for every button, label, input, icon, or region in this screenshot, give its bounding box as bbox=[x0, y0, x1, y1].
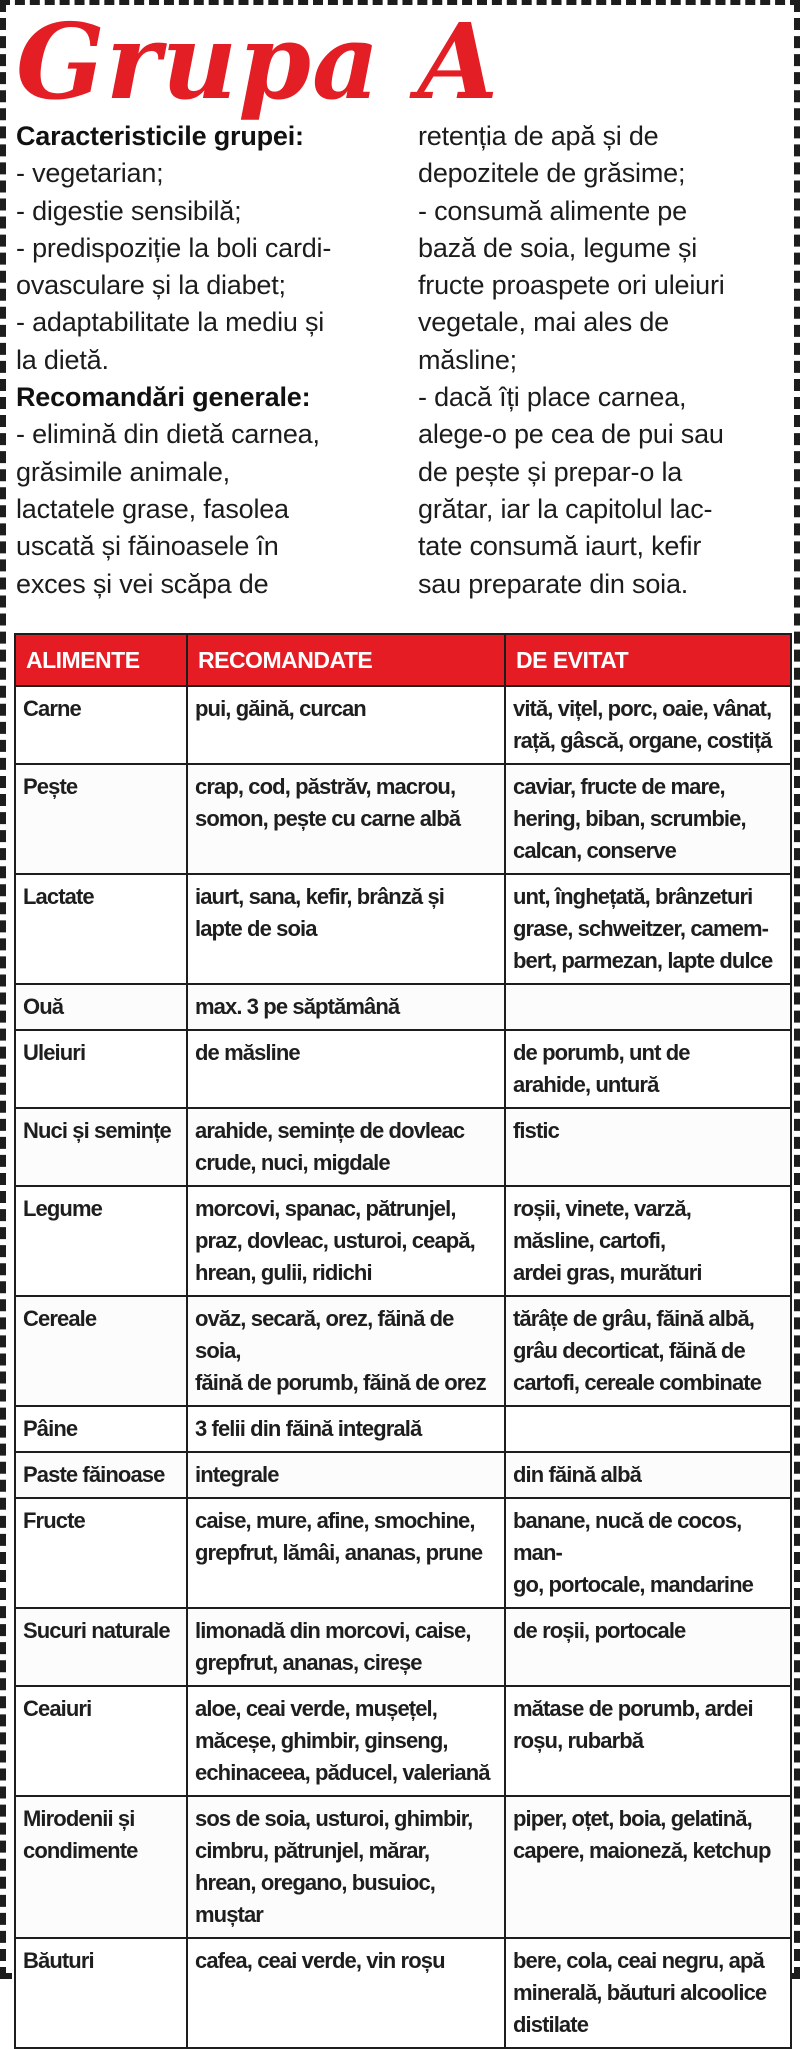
cell-recommended: de măsline bbox=[187, 1030, 505, 1108]
cell-food: Sucuri naturale bbox=[15, 1608, 187, 1686]
cell-recommended: caise, mure, afine, smochine, grepfrut, lămâi, ananas, prune bbox=[187, 1498, 505, 1608]
table-row bbox=[15, 1796, 791, 1938]
section-heading: Caracteristicile grupei: bbox=[16, 121, 304, 151]
table-row bbox=[15, 1452, 791, 1498]
intro-line: - vegetarian; bbox=[16, 158, 164, 189]
intro-line: - digestie sensibilă; bbox=[16, 195, 242, 226]
cell-food: Pește bbox=[15, 764, 187, 874]
intro-line: - elimină din dietă carnea, bbox=[16, 419, 320, 450]
diet-table-wrapper bbox=[14, 633, 790, 2049]
cell-avoid bbox=[505, 1406, 791, 1452]
intro-line: de pește și prepar-o la bbox=[418, 456, 683, 487]
header-recommended: RECOMANDATE bbox=[187, 634, 505, 686]
intro-line: retenția de apă și de bbox=[418, 121, 659, 151]
cell-avoid: fistic bbox=[505, 1108, 791, 1186]
cell-avoid: bere, cola, ceai negru, apă minerală, băuturi alcoolice distilate bbox=[505, 1938, 791, 2048]
cell-avoid: de porumb, unt de arahide, untură bbox=[505, 1030, 791, 1108]
cell-recommended: sos de soia, usturoi, ghimbir, cimbru, pătrunjel, mărar, hrean, oregano, busuioc, muștar bbox=[187, 1796, 505, 1938]
table-row bbox=[15, 1686, 791, 1796]
cell-food: Fructe bbox=[15, 1498, 187, 1608]
intro-line: uscată și făinoasele în bbox=[16, 531, 279, 562]
intro-line: fructe proaspete ori uleiuri bbox=[418, 270, 725, 301]
table-row bbox=[15, 1608, 791, 1686]
cell-recommended: 3 felii din făină integrală bbox=[187, 1406, 505, 1452]
cell-avoid: din făină albă bbox=[505, 1452, 791, 1498]
table-row bbox=[15, 1186, 791, 1296]
cell-recommended: max. 3 pe săptămână bbox=[187, 984, 505, 1030]
intro-column-left bbox=[16, 118, 396, 628]
cell-avoid: piper, oțet, boia, gelatină, capere, maioneză, ketchup bbox=[505, 1796, 791, 1938]
cell-food: Paste făinoase bbox=[15, 1452, 187, 1498]
cell-food: Mirodenii și condimente bbox=[15, 1796, 187, 1938]
cell-avoid: de roșii, portocale bbox=[505, 1608, 791, 1686]
cell-recommended: crap, cod, păstrăv, macrou, somon, pește cu carne albă bbox=[187, 764, 505, 874]
intro-line: grăsimile animale, bbox=[16, 456, 230, 487]
cell-recommended: iaurt, sana, kefir, brânză și lapte de soia bbox=[187, 874, 505, 984]
intro-line: - predispoziție la boli cardi- bbox=[16, 232, 332, 263]
cell-recommended: cafea, ceai verde, vin roșu bbox=[187, 1938, 505, 2048]
intro-line: alege-o pe cea de pui sau bbox=[418, 419, 724, 450]
cell-avoid: mătase de porumb, ardei roșu, rubarbă bbox=[505, 1686, 791, 1796]
cell-recommended: limonadă din morcovi, caise, grepfrut, ananas, cireșe bbox=[187, 1608, 505, 1686]
cell-food: Carne bbox=[15, 686, 187, 764]
table-row bbox=[15, 686, 791, 764]
intro-line: vegetale, mai ales de bbox=[418, 307, 669, 338]
cell-avoid: vită, vițel, porc, oaie, vânat, rață, gâscă, organe, costiță bbox=[505, 686, 791, 764]
cell-food: Legume bbox=[15, 1186, 187, 1296]
table-row bbox=[15, 1108, 791, 1186]
cell-recommended: pui, găină, curcan bbox=[187, 686, 505, 764]
cell-food: Uleiuri bbox=[15, 1030, 187, 1108]
table-row bbox=[15, 1406, 791, 1452]
intro-line: sau preparate din soia. bbox=[418, 568, 689, 599]
cell-avoid: caviar, fructe de mare, hering, biban, scrumbie, calcan, conserve bbox=[505, 764, 791, 874]
intro-line: la dietă. bbox=[16, 344, 109, 375]
cell-avoid: tărâțe de grâu, făină albă, grâu decorticat, făină de cartofi, cereale combinate bbox=[505, 1296, 791, 1406]
intro-line: - adaptabilitate la mediu și bbox=[16, 307, 325, 338]
page-title: Grupa A bbox=[16, 0, 500, 123]
cell-avoid: roșii, vinete, varză, măsline, cartofi, ardei gras, murături bbox=[505, 1186, 791, 1296]
table-body bbox=[15, 686, 791, 2048]
cell-recommended: aloe, ceai verde, mușețel, măceșe, ghimbir, ginseng, echinaceea, păducel, valeriană bbox=[187, 1686, 505, 1796]
table-row bbox=[15, 984, 791, 1030]
intro-line: depozitele de grăsime; bbox=[418, 158, 686, 189]
cell-avoid bbox=[505, 984, 791, 1030]
intro-line: - consumă alimente pe bbox=[418, 195, 687, 226]
intro-line: măsline; bbox=[418, 344, 517, 375]
cell-food: Băuturi bbox=[15, 1938, 187, 2048]
intro-line: lactatele grase, fasolea bbox=[16, 493, 289, 524]
intro-line: exces și vei scăpa de bbox=[16, 568, 269, 599]
cell-food: Ceaiuri bbox=[15, 1686, 187, 1796]
cell-recommended: ovăz, secară, orez, făină de soia, făină de porumb, făină de orez bbox=[187, 1296, 505, 1406]
intro-line: - dacă îți place carnea, bbox=[418, 382, 687, 413]
cell-avoid: banane, nucă de cocos, man- go, portocale, mandarine bbox=[505, 1498, 791, 1608]
table-row bbox=[15, 1296, 791, 1406]
cell-avoid: unt, înghețată, brânzeturi grase, schweitzer, camem- bert, parmezan, lapte dulce bbox=[505, 874, 791, 984]
cell-recommended: morcovi, spanac, pătrunjel, praz, dovleac, usturoi, ceapă, hrean, gulii, ridichi bbox=[187, 1186, 505, 1296]
intro-column-right bbox=[418, 118, 788, 628]
table-row bbox=[15, 764, 791, 874]
section-heading: Recomandări generale: bbox=[16, 382, 311, 413]
table-row bbox=[15, 1030, 791, 1108]
table-row bbox=[15, 1498, 791, 1608]
intro-line: ovasculare și la diabet; bbox=[16, 270, 286, 301]
table-row bbox=[15, 874, 791, 984]
intro-line: grătar, iar la capitolul lac- bbox=[418, 493, 713, 524]
diet-table bbox=[14, 633, 792, 2049]
cell-food: Ouă bbox=[15, 984, 187, 1030]
cell-recommended: arahide, semințe de dovleac crude, nuci, migdale bbox=[187, 1108, 505, 1186]
cell-recommended: integrale bbox=[187, 1452, 505, 1498]
cell-food: Pâine bbox=[15, 1406, 187, 1452]
table-header-row bbox=[15, 634, 791, 686]
cell-food: Cereale bbox=[15, 1296, 187, 1406]
cell-food: Lactate bbox=[15, 874, 187, 984]
intro-line: bază de soia, legume și bbox=[418, 232, 698, 263]
cell-food: Nuci și semințe bbox=[15, 1108, 187, 1186]
header-foods: ALIMENTE bbox=[15, 634, 187, 686]
header-avoid: DE EVITAT bbox=[505, 634, 791, 686]
table-row bbox=[15, 1938, 791, 2048]
intro-line: tate consumă iaurt, kefir bbox=[418, 531, 702, 562]
